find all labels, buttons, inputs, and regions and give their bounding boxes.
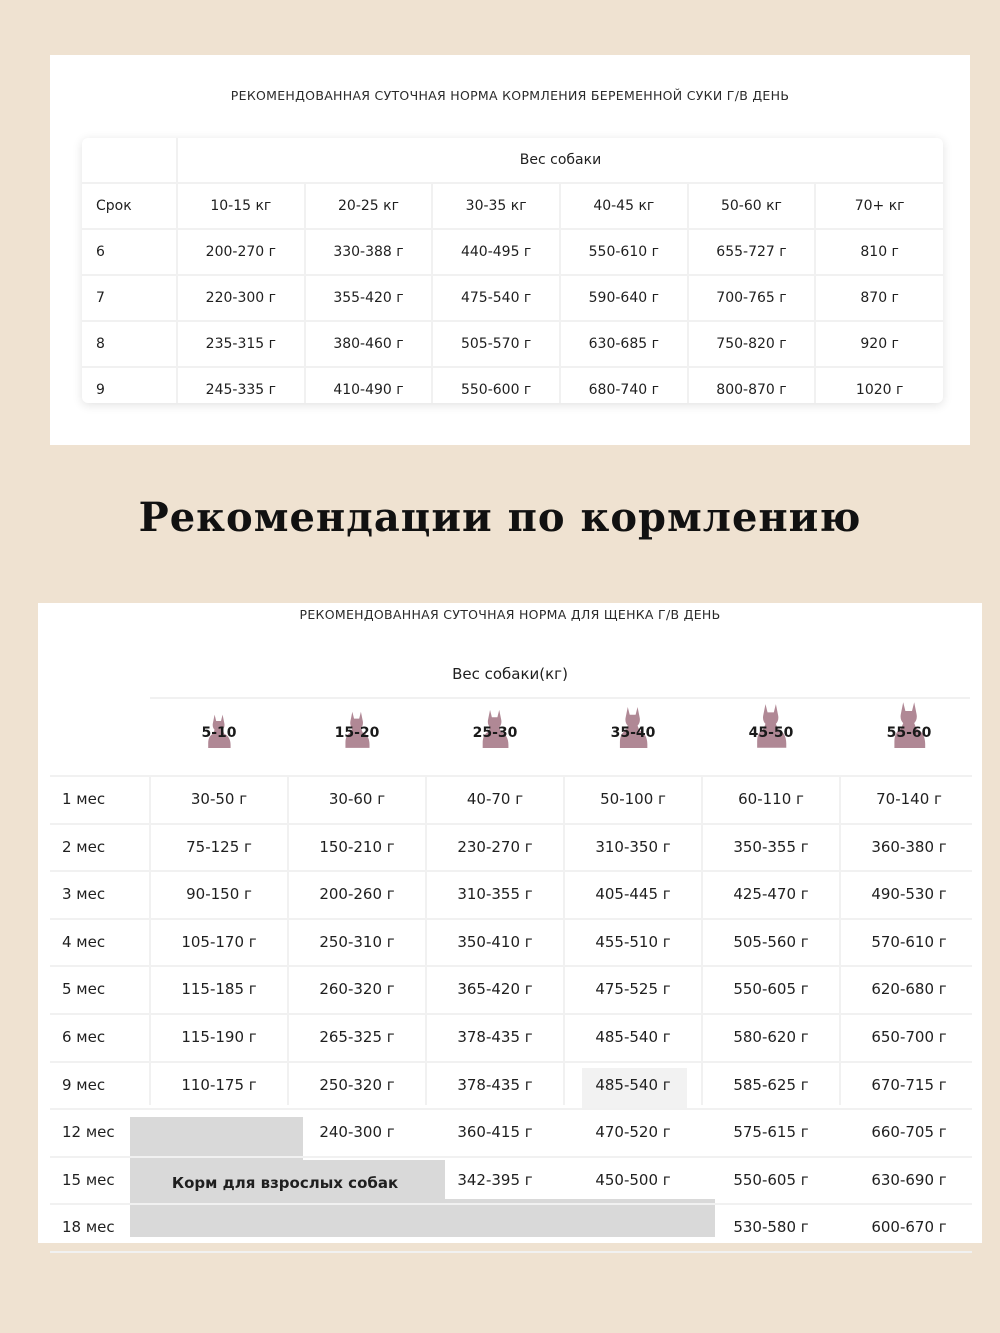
value-cell: 70-140 г (876, 790, 942, 808)
value-cell: 30-60 г (328, 790, 386, 808)
value-cell: 870 г (815, 275, 943, 321)
value-cell: 265-325 г (319, 1028, 395, 1046)
table-row (82, 229, 943, 275)
puppy-table-title: РЕКОМЕНДОВАННАЯ СУТОЧНАЯ НОРМА ДЛЯ ЩЕНКА Г/В ДЕНЬ (299, 607, 721, 622)
value-cell: 230-270 г (457, 837, 533, 856)
value-cell: 378-435 г (457, 1075, 533, 1094)
value-cell: 115-185 г (181, 980, 257, 999)
page-title: Рекомендации по кормлению (138, 494, 862, 541)
value-cell: 360-415 г (457, 1123, 533, 1142)
table-row (82, 275, 943, 321)
value-cell: 425-470 г (733, 885, 809, 904)
weight-column-label: 25-30 (472, 725, 518, 741)
adult-food-label: Корм для взрослых собак (171, 1174, 399, 1192)
value-cell: 220-300 г (177, 275, 305, 321)
row-divider (50, 1108, 972, 1110)
term-cell: 7 (82, 275, 177, 321)
value-cell: 660-705 г (871, 1123, 947, 1142)
value-cell: 475-525 г (595, 980, 671, 999)
weight-column-label: 55-60 (886, 725, 932, 741)
pregnant-table-card (82, 138, 943, 403)
pregnant-table (82, 138, 943, 403)
value-cell: 50-100 г (600, 790, 666, 808)
weight-header: Вес собаки (177, 138, 943, 183)
header-divider (150, 697, 970, 699)
value-cell: 485-540 г (595, 1028, 671, 1046)
age-cell: 9 мес (62, 1075, 106, 1094)
value-cell: 550-610 г (560, 229, 688, 275)
value-cell: 310-355 г (457, 885, 533, 904)
column-header: 10-15 кг (177, 183, 305, 229)
row-divider (50, 1251, 972, 1253)
value-cell: 200-270 г (177, 229, 305, 275)
value-cell: 655-727 г (688, 229, 816, 275)
value-cell: 585-625 г (733, 1075, 809, 1094)
term-cell: 9 (82, 367, 177, 403)
value-cell: 800-870 г (688, 367, 816, 403)
value-cell: 75-125 г (186, 837, 252, 856)
value-cell: 250-310 г (319, 932, 395, 951)
value-cell: 455-510 г (595, 932, 671, 951)
row-divider (50, 870, 972, 872)
weight-column-label: 15-20 (334, 725, 380, 741)
row-divider (50, 1156, 972, 1158)
value-cell: 750-820 г (688, 321, 816, 367)
weight-column-label: 5-10 (201, 725, 237, 741)
column-header: 30-35 кг (432, 183, 560, 229)
value-cell: 630-690 г (871, 1170, 947, 1189)
column-header: 40-45 кг (560, 183, 688, 229)
value-cell: 150-210 г (319, 837, 395, 856)
column-header: 50-60 кг (688, 183, 816, 229)
value-cell: 505-570 г (432, 321, 560, 367)
weight-column-label: 45-50 (748, 725, 794, 741)
row-divider (50, 1061, 972, 1063)
column-header: 20-25 кг (305, 183, 433, 229)
value-cell: 245-335 г (177, 367, 305, 403)
value-cell: 620-680 г (871, 980, 947, 999)
table-row (82, 367, 943, 403)
row-divider (50, 1203, 972, 1205)
value-cell: 350-410 г (457, 932, 533, 951)
value-cell: 550-605 г (733, 1170, 809, 1189)
age-cell: 15 мес (62, 1170, 115, 1189)
value-cell: 700-765 г (688, 275, 816, 321)
value-cell: 475-540 г (432, 275, 560, 321)
age-cell: 12 мес (62, 1123, 115, 1142)
puppy-weight-header: Вес собаки(кг) (452, 665, 568, 683)
table-row (82, 321, 943, 367)
value-cell: 470-520 г (595, 1123, 671, 1142)
value-cell: 235-315 г (177, 321, 305, 367)
value-cell: 650-700 г (871, 1028, 947, 1046)
value-cell: 570-610 г (871, 932, 947, 951)
term-header: Срок (82, 183, 177, 229)
value-cell: 550-600 г (432, 367, 560, 403)
age-cell: 6 мес (62, 1028, 106, 1046)
row-divider (50, 918, 972, 920)
age-cell: 2 мес (62, 837, 106, 856)
value-cell: 505-560 г (733, 932, 809, 951)
value-cell: 580-620 г (733, 1028, 809, 1046)
value-cell: 600-670 г (871, 1218, 947, 1237)
value-cell: 115-190 г (181, 1028, 257, 1046)
corner-cell (82, 138, 177, 183)
column-header: 70+ кг (815, 183, 943, 229)
value-cell: 680-740 г (560, 367, 688, 403)
value-cell: 920 г (815, 321, 943, 367)
pregnant-table-title: РЕКОМЕНДОВАННАЯ СУТОЧНАЯ НОРМА КОРМЛЕНИЯ БЕРЕМЕННОЙ СУКИ Г/В ДЕНЬ (230, 88, 790, 103)
value-cell: 550-605 г (733, 980, 809, 999)
value-cell: 365-420 г (457, 980, 533, 999)
value-cell: 630-685 г (560, 321, 688, 367)
value-cell: 590-640 г (560, 275, 688, 321)
value-cell: 450-500 г (595, 1170, 671, 1189)
value-cell: 200-260 г (319, 885, 395, 904)
value-cell: 810 г (815, 229, 943, 275)
value-cell: 90-150 г (186, 885, 252, 904)
term-cell: 8 (82, 321, 177, 367)
pregnant-feeding-panel (50, 55, 970, 445)
value-cell: 360-380 г (871, 837, 947, 856)
age-cell: 3 мес (62, 885, 106, 904)
value-cell: 380-460 г (305, 321, 433, 367)
value-cell: 1020 г (855, 382, 904, 398)
value-cell: 110-175 г (181, 1075, 257, 1094)
value-cell: 410-490 г (305, 367, 433, 403)
value-cell: 250-320 г (319, 1075, 395, 1094)
value-cell: 485-540 г (595, 1075, 671, 1094)
value-cell: 240-300 г (319, 1123, 395, 1142)
value-cell: 30-50 г (190, 790, 248, 808)
value-cell: 310-350 г (595, 837, 671, 856)
age-cell: 1 мес (62, 790, 106, 808)
value-cell: 670-715 г (871, 1075, 947, 1094)
weight-column-label: 35-40 (610, 725, 656, 741)
value-cell: 355-420 г (305, 275, 433, 321)
value-cell: 330-388 г (305, 229, 433, 275)
value-cell: 378-435 г (457, 1028, 533, 1046)
term-cell: 6 (82, 229, 177, 275)
value-cell: 440-495 г (432, 229, 560, 275)
value-cell: 575-615 г (733, 1123, 809, 1142)
age-cell: 5 мес (62, 980, 106, 999)
value-cell: 350-355 г (733, 837, 809, 856)
age-cell: 18 мес (62, 1218, 115, 1237)
row-divider (50, 1013, 972, 1015)
value-cell: 60-110 г (738, 790, 804, 808)
row-divider (50, 965, 972, 967)
value-cell: 405-445 г (595, 885, 671, 904)
value-cell: 530-580 г (733, 1218, 809, 1237)
adult-food-block (130, 1117, 303, 1161)
row-divider (50, 823, 972, 825)
value-cell: 40-70 г (466, 790, 524, 808)
value-cell: 342-395 г (457, 1170, 533, 1189)
row-divider (50, 775, 972, 777)
value-cell: 105-170 г (181, 932, 257, 951)
age-cell: 4 мес (62, 932, 106, 951)
value-cell: 260-320 г (319, 980, 395, 999)
value-cell: 490-530 г (871, 885, 947, 904)
